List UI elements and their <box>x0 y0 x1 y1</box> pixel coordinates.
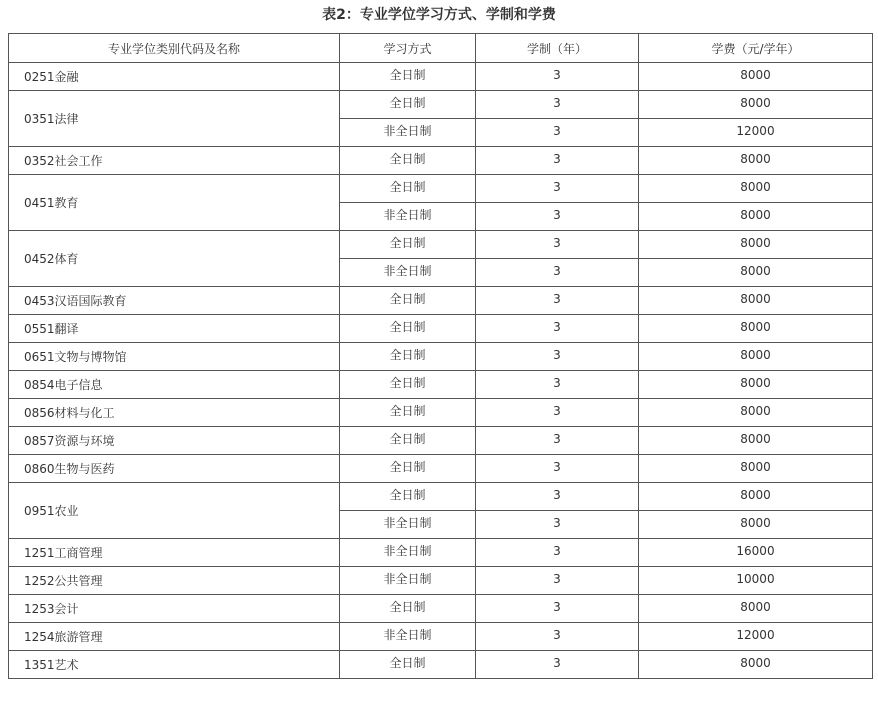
table-row <box>9 651 873 679</box>
fee-cell: 8000 <box>639 371 873 399</box>
table-row <box>9 371 873 399</box>
header-row <box>9 34 873 63</box>
duration-cell: 3 <box>476 147 639 175</box>
category-name-cell: 1252公共管理 <box>9 567 340 595</box>
category-name-cell: 1251工商管理 <box>9 539 340 567</box>
duration-cell: 3 <box>476 399 639 427</box>
table-row <box>9 287 873 315</box>
fee-cell: 8000 <box>639 343 873 371</box>
study-mode-cell: 全日制 <box>340 287 476 315</box>
study-mode-cell: 全日制 <box>340 651 476 679</box>
fee-cell: 8000 <box>639 175 873 203</box>
category-name-cell: 0860生物与医药 <box>9 455 340 483</box>
fee-cell: 8000 <box>639 63 873 91</box>
study-mode-cell: 全日制 <box>340 371 476 399</box>
fee-cell: 8000 <box>639 91 873 119</box>
study-mode-cell: 全日制 <box>340 231 476 259</box>
header-fee: 学费（元/学年） <box>639 34 873 63</box>
duration-cell: 3 <box>476 63 639 91</box>
duration-cell: 3 <box>476 623 639 651</box>
category-name-cell: 0856材料与化工 <box>9 399 340 427</box>
table-row <box>9 623 873 651</box>
fee-cell: 8000 <box>639 427 873 455</box>
study-mode-cell: 非全日制 <box>340 203 476 231</box>
study-mode-cell: 全日制 <box>340 91 476 119</box>
table-title: 表2：专业学位学习方式、学制和学费 <box>322 7 556 23</box>
table-row <box>9 595 873 623</box>
study-mode-cell: 全日制 <box>340 147 476 175</box>
table-row <box>9 343 873 371</box>
fee-cell: 10000 <box>639 567 873 595</box>
duration-cell: 3 <box>476 595 639 623</box>
table-row <box>9 231 873 259</box>
category-name-cell: 0351法律 <box>9 91 340 147</box>
duration-cell: 3 <box>476 567 639 595</box>
fee-cell: 8000 <box>639 455 873 483</box>
category-name-cell: 0951农业 <box>9 483 340 539</box>
duration-cell: 3 <box>476 483 639 511</box>
duration-cell: 3 <box>476 231 639 259</box>
fee-cell: 16000 <box>639 539 873 567</box>
duration-cell: 3 <box>476 287 639 315</box>
fee-cell: 8000 <box>639 287 873 315</box>
category-name-cell: 0352社会工作 <box>9 147 340 175</box>
category-name-cell: 1254旅游管理 <box>9 623 340 651</box>
fee-table <box>8 33 873 679</box>
duration-cell: 3 <box>476 315 639 343</box>
table-row <box>9 63 873 91</box>
fee-cell: 8000 <box>639 511 873 539</box>
header-duration: 学制（年） <box>476 34 639 63</box>
table-row <box>9 147 873 175</box>
duration-cell: 3 <box>476 511 639 539</box>
fee-cell: 12000 <box>639 623 873 651</box>
category-name-cell: 1253会计 <box>9 595 340 623</box>
fee-cell: 8000 <box>639 231 873 259</box>
duration-cell: 3 <box>476 259 639 287</box>
category-name-cell: 1351艺术 <box>9 651 340 679</box>
study-mode-cell: 全日制 <box>340 399 476 427</box>
table-body <box>9 63 873 679</box>
duration-cell: 3 <box>476 651 639 679</box>
category-name-cell: 0453汉语国际教育 <box>9 287 340 315</box>
fee-cell: 8000 <box>639 203 873 231</box>
fee-cell: 8000 <box>639 147 873 175</box>
study-mode-cell: 非全日制 <box>340 511 476 539</box>
study-mode-cell: 全日制 <box>340 315 476 343</box>
duration-cell: 3 <box>476 427 639 455</box>
table-row <box>9 315 873 343</box>
study-mode-cell: 全日制 <box>340 483 476 511</box>
duration-cell: 3 <box>476 203 639 231</box>
duration-cell: 3 <box>476 539 639 567</box>
duration-cell: 3 <box>476 371 639 399</box>
category-name-cell: 0857资源与环境 <box>9 427 340 455</box>
study-mode-cell: 非全日制 <box>340 567 476 595</box>
fee-cell: 8000 <box>639 315 873 343</box>
duration-cell: 3 <box>476 91 639 119</box>
category-name-cell: 0551翻译 <box>9 315 340 343</box>
duration-cell: 3 <box>476 175 639 203</box>
study-mode-cell: 非全日制 <box>340 539 476 567</box>
duration-cell: 3 <box>476 455 639 483</box>
header-category: 专业学位类别代码及名称 <box>9 34 340 63</box>
table-row <box>9 539 873 567</box>
fee-cell: 8000 <box>639 595 873 623</box>
table-row <box>9 483 873 511</box>
study-mode-cell: 全日制 <box>340 63 476 91</box>
table-row <box>9 91 873 119</box>
study-mode-cell: 全日制 <box>340 455 476 483</box>
fee-cell: 8000 <box>639 399 873 427</box>
study-mode-cell: 全日制 <box>340 343 476 371</box>
study-mode-cell: 非全日制 <box>340 259 476 287</box>
study-mode-cell: 全日制 <box>340 175 476 203</box>
table-row <box>9 175 873 203</box>
table-row <box>9 399 873 427</box>
category-name-cell: 0452体育 <box>9 231 340 287</box>
fee-cell: 8000 <box>639 483 873 511</box>
study-mode-cell: 非全日制 <box>340 119 476 147</box>
fee-cell: 8000 <box>639 651 873 679</box>
study-mode-cell: 非全日制 <box>340 623 476 651</box>
fee-cell: 12000 <box>639 119 873 147</box>
category-name-cell: 0651文物与博物馆 <box>9 343 340 371</box>
fee-cell: 8000 <box>639 259 873 287</box>
table-row <box>9 455 873 483</box>
duration-cell: 3 <box>476 119 639 147</box>
category-name-cell: 0251金融 <box>9 63 340 91</box>
category-name-cell: 0854电子信息 <box>9 371 340 399</box>
category-name-cell: 0451教育 <box>9 175 340 231</box>
table-row <box>9 427 873 455</box>
study-mode-cell: 全日制 <box>340 595 476 623</box>
study-mode-cell: 全日制 <box>340 427 476 455</box>
duration-cell: 3 <box>476 343 639 371</box>
header-mode: 学习方式 <box>340 34 476 63</box>
table-row <box>9 567 873 595</box>
